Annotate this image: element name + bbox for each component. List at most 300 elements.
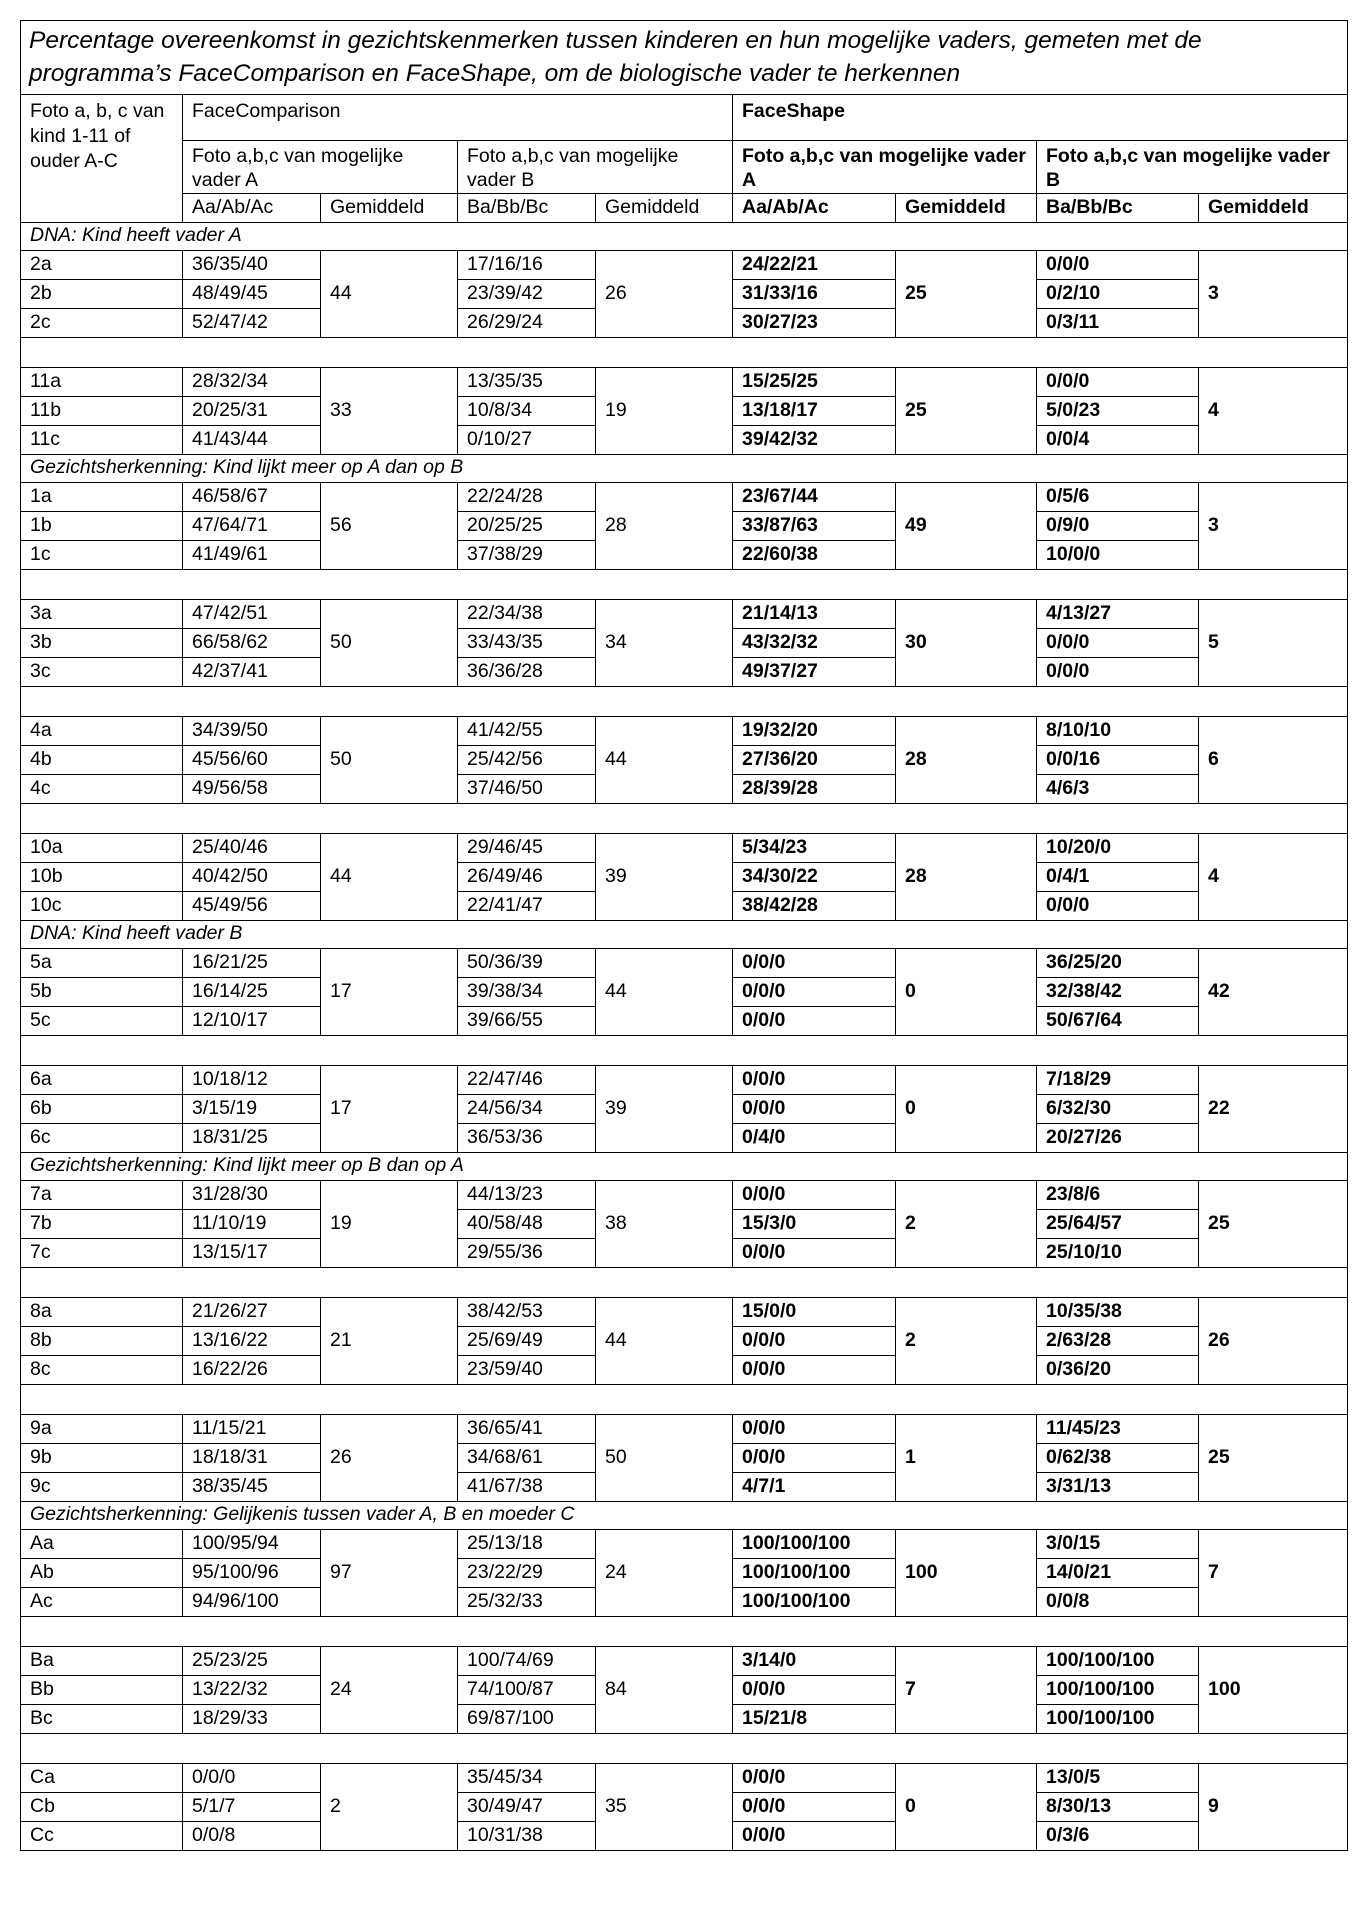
fc-b-values: 13/35/35	[458, 367, 596, 396]
group-spacer	[21, 686, 1348, 716]
photo-label: 1c	[21, 540, 183, 569]
fc-a-values: 0/0/0	[183, 1763, 321, 1792]
fs-b-values: 6/32/30	[1037, 1094, 1199, 1123]
fc-a-values: 28/32/34	[183, 367, 321, 396]
fs-a-values: 0/0/0	[733, 1355, 896, 1384]
fs-a-values: 43/32/32	[733, 628, 896, 657]
fs-a-values: 15/0/0	[733, 1297, 896, 1326]
fc-a-values: 18/29/33	[183, 1704, 321, 1733]
table-row	[21, 482, 1348, 511]
fs-a-values: 0/0/0	[733, 1006, 896, 1035]
fc-a-values: 42/37/41	[183, 657, 321, 686]
fc-b-values: 39/38/34	[458, 977, 596, 1006]
fs-b-values: 8/30/13	[1037, 1792, 1199, 1821]
table-row	[21, 1763, 1348, 1792]
fc-b-values: 35/45/34	[458, 1763, 596, 1792]
fc-b-values: 17/16/16	[458, 250, 596, 279]
photo-label: 5a	[21, 948, 183, 977]
fc-b-average: 39	[596, 1065, 733, 1152]
section-title: DNA: Kind heeft vader A	[21, 222, 1348, 250]
fc-a-values: 45/56/60	[183, 745, 321, 774]
fs-a-average: 30	[896, 599, 1037, 686]
fc-a-values: 3/15/19	[183, 1094, 321, 1123]
fc-b-values: 22/41/47	[458, 891, 596, 920]
fs-b-values: 13/0/5	[1037, 1763, 1199, 1792]
fs-b-values: 0/0/4	[1037, 425, 1199, 454]
photo-label: 1a	[21, 482, 183, 511]
group-spacer	[21, 1733, 1348, 1763]
fc-b-values: 36/65/41	[458, 1414, 596, 1443]
fs-b-values: 100/100/100	[1037, 1646, 1199, 1675]
group-spacer	[21, 1616, 1348, 1646]
fc-b-average: 44	[596, 716, 733, 803]
fs-a-values: 28/39/28	[733, 774, 896, 803]
fs-b-values: 3/31/13	[1037, 1472, 1199, 1501]
spacer-row	[21, 1267, 1348, 1297]
fc-a-values: 95/100/96	[183, 1558, 321, 1587]
fs-b-average: 42	[1199, 948, 1348, 1035]
fc-a-values: 34/39/50	[183, 716, 321, 745]
fs-b-values: 20/27/26	[1037, 1123, 1199, 1152]
fc-a-average: 97	[321, 1529, 458, 1616]
fc-b-values: 30/49/47	[458, 1792, 596, 1821]
fs-a-values: 22/60/38	[733, 540, 896, 569]
fs-b-average: 26	[1199, 1297, 1348, 1384]
fs-b-values: 0/9/0	[1037, 511, 1199, 540]
photo-label: Cc	[21, 1821, 183, 1850]
fs-a-values: 30/27/23	[733, 308, 896, 337]
fc-b-average: 84	[596, 1646, 733, 1733]
photo-label: 2b	[21, 279, 183, 308]
fc-a-values: 52/47/42	[183, 308, 321, 337]
fc-b-values: 41/67/38	[458, 1472, 596, 1501]
section-row	[21, 1501, 1348, 1529]
fc-a-average: 21	[321, 1297, 458, 1384]
fc-b-average: 35	[596, 1763, 733, 1850]
fs-b-values: 0/2/10	[1037, 279, 1199, 308]
table-row	[21, 367, 1348, 396]
photo-label: 9c	[21, 1472, 183, 1501]
fc-a-values: 16/21/25	[183, 948, 321, 977]
fc-a-values: 25/23/25	[183, 1646, 321, 1675]
photo-label: 7c	[21, 1238, 183, 1267]
photo-label: 5b	[21, 977, 183, 1006]
photo-label: 3c	[21, 657, 183, 686]
fs-a-values: 0/0/0	[733, 1792, 896, 1821]
fs-father-b-header: Foto a,b,c van mogelijke vader B	[1037, 141, 1348, 194]
fs-b-average: 3	[1199, 250, 1348, 337]
section-title: Gezichtsherkenning: Kind lijkt meer op B dan op A	[21, 1152, 1348, 1180]
fc-a-average: 24	[321, 1646, 458, 1733]
photo-label: Aa	[21, 1529, 183, 1558]
fc-b-values: 26/29/24	[458, 308, 596, 337]
photo-label: 6b	[21, 1094, 183, 1123]
fs-a-values: 0/0/0	[733, 1821, 896, 1850]
photo-label: 6c	[21, 1123, 183, 1152]
photo-label: 1b	[21, 511, 183, 540]
fs-b-values: 11/45/23	[1037, 1414, 1199, 1443]
photo-label: 6a	[21, 1065, 183, 1094]
photo-label: 7b	[21, 1209, 183, 1238]
photo-label: Bc	[21, 1704, 183, 1733]
fs-b-values: 0/62/38	[1037, 1443, 1199, 1472]
photo-label: Ac	[21, 1587, 183, 1616]
fc-b-values: 29/46/45	[458, 833, 596, 862]
fs-b-values: 50/67/64	[1037, 1006, 1199, 1035]
group-spacer	[21, 1384, 1348, 1414]
fc-a-values: 16/22/26	[183, 1355, 321, 1384]
fc-a-average: 33	[321, 367, 458, 454]
spacer-row	[21, 1616, 1348, 1646]
fs-a-values: 33/87/63	[733, 511, 896, 540]
fc-a-values: 49/56/58	[183, 774, 321, 803]
fc-a-values: 38/35/45	[183, 1472, 321, 1501]
fc-a-values: 40/42/50	[183, 862, 321, 891]
fs-b-values: 0/0/0	[1037, 250, 1199, 279]
fc-b-values: 50/36/39	[458, 948, 596, 977]
fc-a-codes-header: Aa/Ab/Ac	[183, 193, 321, 222]
fs-a-values: 4/7/1	[733, 1472, 896, 1501]
fs-a-values: 34/30/22	[733, 862, 896, 891]
fc-b-values: 25/32/33	[458, 1587, 596, 1616]
fc-a-values: 13/16/22	[183, 1326, 321, 1355]
photo-label: 11a	[21, 367, 183, 396]
fc-a-values: 16/14/25	[183, 977, 321, 1006]
fs-b-values: 0/0/0	[1037, 891, 1199, 920]
group-spacer	[21, 1267, 1348, 1297]
photo-label: 5c	[21, 1006, 183, 1035]
fs-b-values: 0/3/11	[1037, 308, 1199, 337]
table-row	[21, 1529, 1348, 1558]
fc-a-values: 100/95/94	[183, 1529, 321, 1558]
fc-a-average: 56	[321, 482, 458, 569]
fs-b-values: 23/8/6	[1037, 1180, 1199, 1209]
fs-b-values: 5/0/23	[1037, 396, 1199, 425]
photo-label: 8a	[21, 1297, 183, 1326]
fs-b-values: 4/6/3	[1037, 774, 1199, 803]
fs-b-average: 4	[1199, 367, 1348, 454]
fs-b-average-header: Gemiddeld	[1199, 193, 1348, 222]
photo-label: 11c	[21, 425, 183, 454]
fs-b-average: 6	[1199, 716, 1348, 803]
fs-b-values: 0/0/0	[1037, 628, 1199, 657]
fs-a-values: 15/21/8	[733, 1704, 896, 1733]
photo-label: 4c	[21, 774, 183, 803]
fs-b-values: 14/0/21	[1037, 1558, 1199, 1587]
fs-b-average: 7	[1199, 1529, 1348, 1616]
photo-label: 7a	[21, 1180, 183, 1209]
fc-a-values: 10/18/12	[183, 1065, 321, 1094]
fs-a-average: 1	[896, 1414, 1037, 1501]
fc-a-average-header: Gemiddeld	[321, 193, 458, 222]
fs-b-values: 7/18/29	[1037, 1065, 1199, 1094]
photo-label: 8b	[21, 1326, 183, 1355]
fc-b-codes-header: Ba/Bb/Bc	[458, 193, 596, 222]
fc-b-values: 10/8/34	[458, 396, 596, 425]
fc-b-average: 24	[596, 1529, 733, 1616]
fs-a-values: 39/42/32	[733, 425, 896, 454]
fs-b-average: 25	[1199, 1414, 1348, 1501]
fc-father-a-header: Foto a,b,c van mogelijke vader A	[183, 141, 458, 194]
spacer-row	[21, 569, 1348, 599]
table-row	[21, 1646, 1348, 1675]
fc-b-values: 41/42/55	[458, 716, 596, 745]
table-row	[21, 1414, 1348, 1443]
fc-a-average: 50	[321, 599, 458, 686]
fc-b-values: 38/42/53	[458, 1297, 596, 1326]
fs-a-values: 0/0/0	[733, 1238, 896, 1267]
fc-a-values: 47/42/51	[183, 599, 321, 628]
fs-a-values: 100/100/100	[733, 1558, 896, 1587]
photo-label: 10a	[21, 833, 183, 862]
fc-b-values: 24/56/34	[458, 1094, 596, 1123]
table-row	[21, 833, 1348, 862]
fs-a-average: 2	[896, 1297, 1037, 1384]
section-title: Gezichtsherkenning: Gelijkenis tussen vader A, B en moeder C	[21, 1501, 1348, 1529]
fs-b-values: 10/20/0	[1037, 833, 1199, 862]
photo-label: Ba	[21, 1646, 183, 1675]
fc-b-values: 36/36/28	[458, 657, 596, 686]
fc-b-average: 26	[596, 250, 733, 337]
fc-a-values: 31/28/30	[183, 1180, 321, 1209]
fs-b-values: 0/0/0	[1037, 657, 1199, 686]
fc-b-average-header: Gemiddeld	[596, 193, 733, 222]
fs-a-values: 0/0/0	[733, 948, 896, 977]
fs-a-average: 2	[896, 1180, 1037, 1267]
fc-b-values: 34/68/61	[458, 1443, 596, 1472]
fc-a-values: 13/22/32	[183, 1675, 321, 1704]
photo-label: 2c	[21, 308, 183, 337]
fs-a-values: 24/22/21	[733, 250, 896, 279]
photo-label: 4a	[21, 716, 183, 745]
fs-b-values: 2/63/28	[1037, 1326, 1199, 1355]
fc-a-values: 66/58/62	[183, 628, 321, 657]
table-row	[21, 948, 1348, 977]
fc-b-average: 38	[596, 1180, 733, 1267]
fc-a-values: 11/15/21	[183, 1414, 321, 1443]
spacer-row	[21, 1035, 1348, 1065]
fc-b-values: 33/43/35	[458, 628, 596, 657]
fs-a-values: 0/0/0	[733, 1763, 896, 1792]
fs-b-average: 25	[1199, 1180, 1348, 1267]
fc-b-values: 22/34/38	[458, 599, 596, 628]
photo-label: 10c	[21, 891, 183, 920]
fc-a-average: 50	[321, 716, 458, 803]
fc-a-values: 0/0/8	[183, 1821, 321, 1850]
fs-b-values: 32/38/42	[1037, 977, 1199, 1006]
table-row	[21, 716, 1348, 745]
fs-a-values: 19/32/20	[733, 716, 896, 745]
fs-b-values: 100/100/100	[1037, 1704, 1199, 1733]
photo-label: 4b	[21, 745, 183, 774]
fs-b-values: 10/35/38	[1037, 1297, 1199, 1326]
fs-a-codes-header: Aa/Ab/Ac	[733, 193, 896, 222]
fs-a-values: 21/14/13	[733, 599, 896, 628]
fs-a-values: 38/42/28	[733, 891, 896, 920]
photo-label: Cb	[21, 1792, 183, 1821]
fc-b-values: 0/10/27	[458, 425, 596, 454]
fc-a-average: 17	[321, 1065, 458, 1152]
fc-b-average: 39	[596, 833, 733, 920]
fc-a-average: 44	[321, 250, 458, 337]
fs-b-values: 25/64/57	[1037, 1209, 1199, 1238]
fc-a-average: 44	[321, 833, 458, 920]
fc-b-average: 34	[596, 599, 733, 686]
fc-a-average: 2	[321, 1763, 458, 1850]
fc-a-average: 17	[321, 948, 458, 1035]
fc-a-values: 11/10/19	[183, 1209, 321, 1238]
fc-b-values: 37/38/29	[458, 540, 596, 569]
fs-a-values: 31/33/16	[733, 279, 896, 308]
fs-a-average-header: Gemiddeld	[896, 193, 1037, 222]
fc-b-values: 36/53/36	[458, 1123, 596, 1152]
fs-a-values: 5/34/23	[733, 833, 896, 862]
spacer-row	[21, 686, 1348, 716]
fs-a-values: 0/0/0	[733, 1326, 896, 1355]
fs-a-average: 28	[896, 833, 1037, 920]
fc-b-values: 25/42/56	[458, 745, 596, 774]
fc-b-average: 44	[596, 948, 733, 1035]
fc-b-values: 23/59/40	[458, 1355, 596, 1384]
fs-a-average: 25	[896, 250, 1037, 337]
photo-label: Bb	[21, 1675, 183, 1704]
fs-b-values: 0/0/16	[1037, 745, 1199, 774]
fc-a-values: 5/1/7	[183, 1792, 321, 1821]
fs-b-values: 0/4/1	[1037, 862, 1199, 891]
fc-a-values: 48/49/45	[183, 279, 321, 308]
fc-b-values: 74/100/87	[458, 1675, 596, 1704]
fs-a-values: 100/100/100	[733, 1587, 896, 1616]
fc-a-values: 41/49/61	[183, 540, 321, 569]
fs-b-values: 100/100/100	[1037, 1675, 1199, 1704]
fc-a-values: 18/31/25	[183, 1123, 321, 1152]
fc-b-values: 25/13/18	[458, 1529, 596, 1558]
fs-a-average: 49	[896, 482, 1037, 569]
fc-b-values: 22/47/46	[458, 1065, 596, 1094]
fs-a-values: 0/0/0	[733, 1094, 896, 1123]
fc-b-values: 25/69/49	[458, 1326, 596, 1355]
photo-label: 8c	[21, 1355, 183, 1384]
spacer-row	[21, 803, 1348, 833]
fs-b-values: 0/5/6	[1037, 482, 1199, 511]
fs-father-a-header: Foto a,b,c van mogelijke vader A	[733, 141, 1037, 194]
fs-a-average: 0	[896, 1763, 1037, 1850]
fs-b-values: 0/0/0	[1037, 367, 1199, 396]
fc-a-values: 12/10/17	[183, 1006, 321, 1035]
fs-a-values: 23/67/44	[733, 482, 896, 511]
results-table	[20, 20, 1348, 1851]
fs-b-values: 0/3/6	[1037, 1821, 1199, 1850]
fs-b-values: 36/25/20	[1037, 948, 1199, 977]
fc-b-values: 29/55/36	[458, 1238, 596, 1267]
fc-b-average: 19	[596, 367, 733, 454]
photo-label: 11b	[21, 396, 183, 425]
photo-label: 2a	[21, 250, 183, 279]
fs-a-values: 0/0/0	[733, 1065, 896, 1094]
fc-a-values: 45/49/56	[183, 891, 321, 920]
fc-b-average: 28	[596, 482, 733, 569]
section-row	[21, 222, 1348, 250]
fs-a-average: 100	[896, 1529, 1037, 1616]
table-row	[21, 599, 1348, 628]
fs-a-values: 0/0/0	[733, 1180, 896, 1209]
fs-a-values: 13/18/17	[733, 396, 896, 425]
fs-b-average: 5	[1199, 599, 1348, 686]
spacer-row	[21, 1733, 1348, 1763]
fs-a-values: 0/0/0	[733, 1414, 896, 1443]
fc-b-average: 50	[596, 1414, 733, 1501]
table-row	[21, 250, 1348, 279]
fs-a-values: 100/100/100	[733, 1529, 896, 1558]
fs-b-codes-header: Ba/Bb/Bc	[1037, 193, 1199, 222]
group-spacer	[21, 569, 1348, 599]
fs-a-average: 0	[896, 1065, 1037, 1152]
fc-b-values: 23/39/42	[458, 279, 596, 308]
fc-a-values: 94/96/100	[183, 1587, 321, 1616]
fc-b-values: 10/31/38	[458, 1821, 596, 1850]
table-row	[21, 1065, 1348, 1094]
section-row	[21, 920, 1348, 948]
fc-a-average: 26	[321, 1414, 458, 1501]
fs-a-values: 0/0/0	[733, 977, 896, 1006]
section-title: DNA: Kind heeft vader B	[21, 920, 1348, 948]
fs-b-values: 8/10/10	[1037, 716, 1199, 745]
fs-a-average: 28	[896, 716, 1037, 803]
group-spacer	[21, 803, 1348, 833]
photo-label: 9a	[21, 1414, 183, 1443]
fc-b-values: 22/24/28	[458, 482, 596, 511]
fs-b-average: 4	[1199, 833, 1348, 920]
fc-a-values: 46/58/67	[183, 482, 321, 511]
table-row	[21, 1180, 1348, 1209]
fc-b-values: 37/46/50	[458, 774, 596, 803]
fc-b-values: 23/22/29	[458, 1558, 596, 1587]
fc-a-values: 13/15/17	[183, 1238, 321, 1267]
fc-a-values: 36/35/40	[183, 250, 321, 279]
fc-a-values: 20/25/31	[183, 396, 321, 425]
fc-a-values: 25/40/46	[183, 833, 321, 862]
fs-a-values: 15/25/25	[733, 367, 896, 396]
fs-b-values: 25/10/10	[1037, 1238, 1199, 1267]
photo-label: Ab	[21, 1558, 183, 1587]
fs-b-values: 0/36/20	[1037, 1355, 1199, 1384]
photo-label: 3a	[21, 599, 183, 628]
photo-label: 9b	[21, 1443, 183, 1472]
table-title: Percentage overeenkomst in gezichtskenmerken tussen kinderen en hun mogelijke vaders, gemeten met de programma’s FaceComparison en FaceShape, om de biologische vader te herkennen	[21, 21, 1348, 95]
photo-label: 3b	[21, 628, 183, 657]
fs-a-values: 15/3/0	[733, 1209, 896, 1238]
fc-a-values: 21/26/27	[183, 1297, 321, 1326]
fc-a-values: 41/43/44	[183, 425, 321, 454]
fs-a-values: 0/4/0	[733, 1123, 896, 1152]
fc-b-values: 39/66/55	[458, 1006, 596, 1035]
fs-a-values: 0/0/0	[733, 1443, 896, 1472]
faceshape-header: FaceShape	[733, 95, 1348, 141]
fc-b-values: 20/25/25	[458, 511, 596, 540]
fc-a-values: 18/18/31	[183, 1443, 321, 1472]
fs-b-values: 0/0/8	[1037, 1587, 1199, 1616]
fs-a-values: 3/14/0	[733, 1646, 896, 1675]
section-title: Gezichtsherkenning: Kind lijkt meer op A dan op B	[21, 454, 1348, 482]
fs-a-values: 0/0/0	[733, 1675, 896, 1704]
fs-a-values: 49/37/27	[733, 657, 896, 686]
spacer-row	[21, 1384, 1348, 1414]
fs-a-values: 27/36/20	[733, 745, 896, 774]
fs-b-average: 22	[1199, 1065, 1348, 1152]
fc-b-values: 26/49/46	[458, 862, 596, 891]
photo-label: 10b	[21, 862, 183, 891]
fc-a-average: 19	[321, 1180, 458, 1267]
